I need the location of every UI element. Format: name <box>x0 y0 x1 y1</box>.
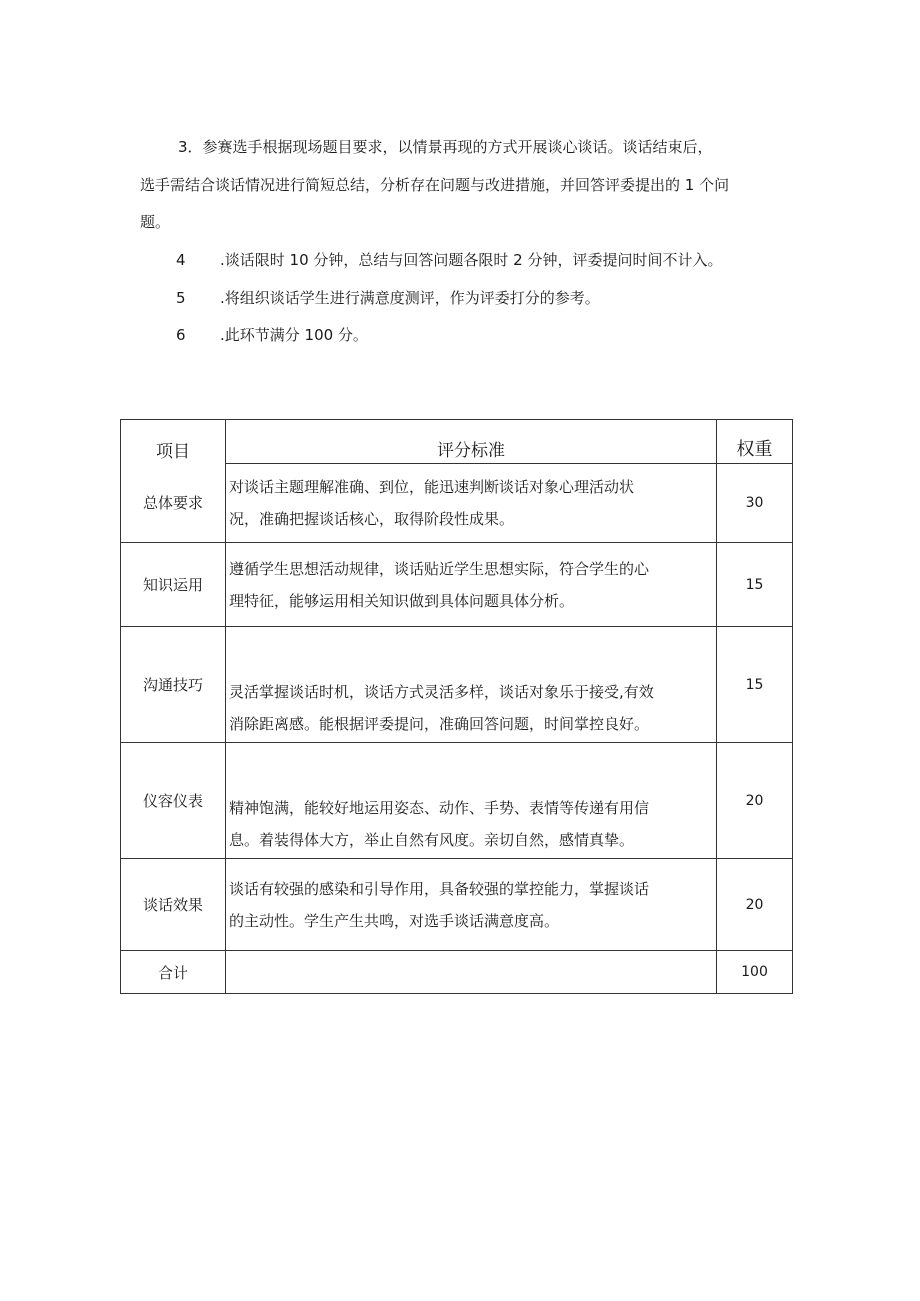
row-standard <box>226 859 717 951</box>
total-standard <box>226 951 717 994</box>
table-row <box>121 464 793 543</box>
table-row <box>121 743 793 859</box>
row-standard <box>226 543 717 627</box>
row-item: 谈话效果 <box>121 859 226 951</box>
paragraph-3-line-3: 题。 <box>140 213 171 231</box>
row-standard-line: 谈话有较强的感染和引导作用，具备较强的掌控能力，掌握谈话 <box>229 879 650 898</box>
total-item: 合计 <box>121 951 226 994</box>
row-item: 沟通技巧 <box>121 627 226 743</box>
row-item: 总体要求 <box>121 464 226 543</box>
table-row <box>121 859 793 951</box>
paragraph-3-line-1: 3．参赛选手根据现场题目要求，以情景再现的方式开展谈心谈话。谈话结束后， <box>178 138 713 156</box>
table-row <box>121 627 793 743</box>
paragraph-3-line-2: 选手需结合谈话情况进行简短总结，分析存在问题与改进措施，并回答评委提出的 1 个问 <box>140 176 730 194</box>
paragraph-5-number: 5 <box>176 289 186 307</box>
row-standard-line: 息。着装得体大方，举止自然有风度。亲切自然，感情真挚。 <box>229 831 635 849</box>
row-item: 知识运用 <box>121 543 226 627</box>
paragraph-4-text: .谈话限时 10 分钟，总结与回答问题各限时 2 分钟，评委提问时间不计入。 <box>220 251 723 269</box>
row-standard-line: 灵活掌握谈话时机，谈话方式灵活多样，谈话对象乐于接受,有效 <box>229 683 654 701</box>
paragraph-5-text: .将组织谈话学生进行满意度测评，作为评委打分的参考。 <box>220 289 600 307</box>
row-standard <box>226 464 717 543</box>
total-weight: 100 <box>717 951 793 994</box>
row-standard-line: 遵循学生思想活动规律，谈话贴近学生思想实际，符合学生的心 <box>229 559 650 578</box>
paragraph-6-text: .此环节满分 100 分。 <box>220 326 368 344</box>
paragraph-6-number: 6 <box>176 326 186 344</box>
row-standard <box>226 743 717 859</box>
row-weight: 15 <box>717 543 793 627</box>
row-standard-line: 况，准确把握谈话核心，取得阶段性成果。 <box>229 510 515 528</box>
row-standard-line: 消除距离感。能根据评委提问，准确回答问题，时间掌控良好。 <box>229 715 650 733</box>
table-header-row <box>121 420 793 464</box>
header-standard: 评分标准 <box>226 420 717 464</box>
row-standard-line: 精神饱满，能较好地运用姿态、动作、手势、表情等传递有用信 <box>229 799 650 817</box>
paragraph-4-number: 4 <box>176 251 186 269</box>
row-item: 仪容仪表 <box>121 743 226 859</box>
row-weight: 15 <box>717 627 793 743</box>
row-weight: 20 <box>717 859 793 951</box>
scoring-table <box>120 419 793 994</box>
row-weight: 20 <box>717 743 793 859</box>
row-standard-line: 对谈话主题理解准确、到位，能迅速判断谈话对象心理活动状 <box>229 478 635 496</box>
table-total-row <box>121 951 793 994</box>
row-weight: 30 <box>717 464 793 543</box>
table-row <box>121 543 793 627</box>
row-standard-line: 理特征，能够运用相关知识做到具体问题具体分析。 <box>229 591 575 610</box>
header-item: 项目 <box>121 420 226 464</box>
header-weight: 权重 <box>717 420 793 464</box>
row-standard-line: 的主动性。学生产生共鸣，对选手谈话满意度高。 <box>229 911 560 930</box>
row-standard <box>226 627 717 743</box>
